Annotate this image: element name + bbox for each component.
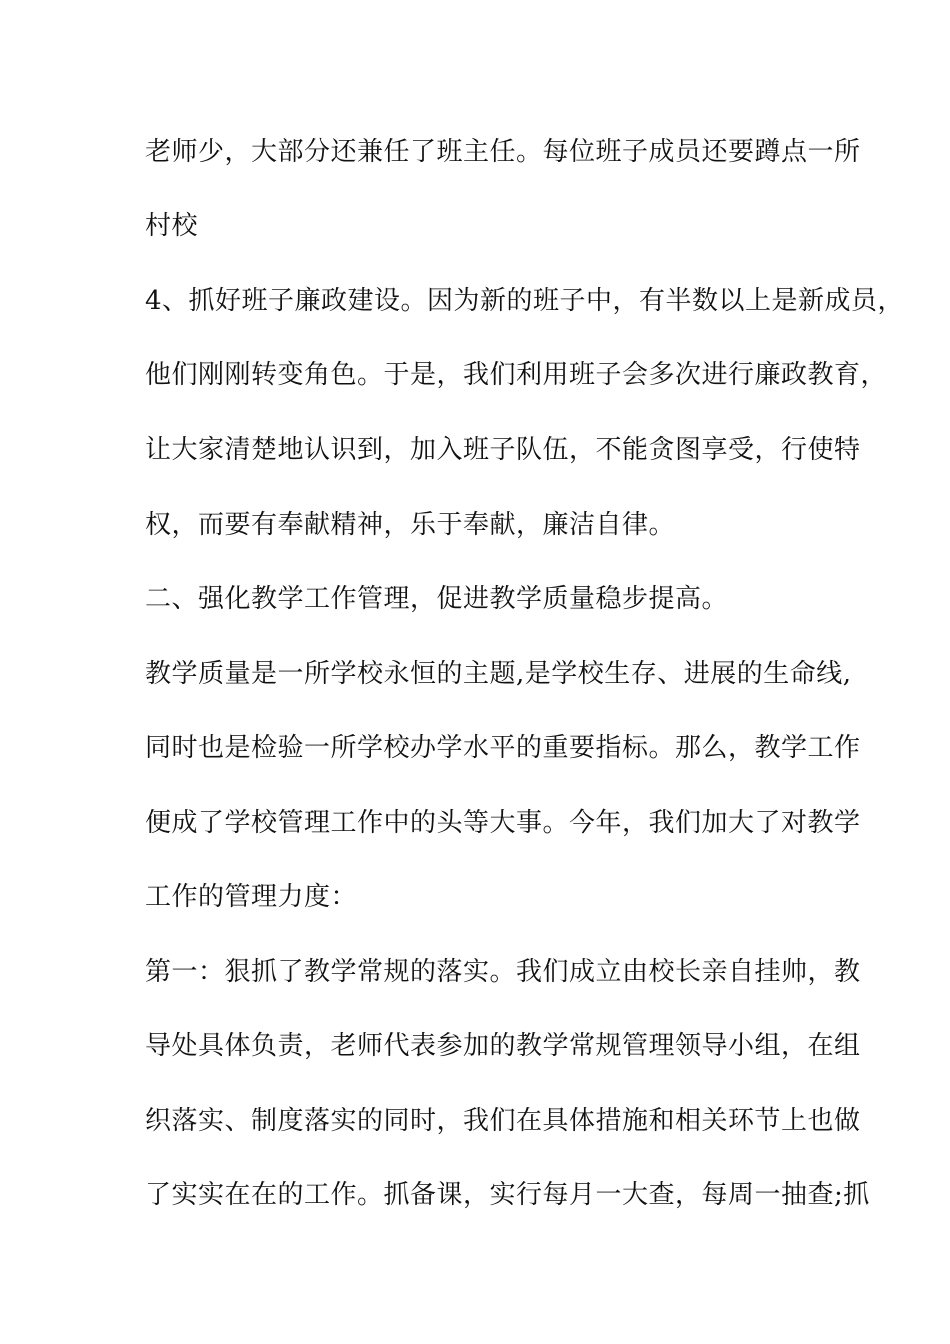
paragraph-line-1: 老师少，大部分还兼任了班主任。每位班子成员还要蹲点一所 — [145, 137, 861, 167]
paragraph-line-6: 权，而要有奉献精神，乐于奉献，廉洁自律。 — [145, 510, 676, 540]
paragraph-line-2: 村校 — [145, 211, 199, 241]
paragraph-line-10: 便成了学校管理工作中的头等大事。今年，我们加大了对教学 — [145, 808, 861, 838]
paragraph-line-15: 了实实在在的工作。抓备课，实行每月一大查，每周一抽查;抓 — [145, 1180, 870, 1210]
paragraph-line-8: 教学质量是一所学校永恒的主题,是学校生存、进展的生命线, — [145, 659, 852, 689]
paragraph-line-13: 导处具体负责，老师代表参加的教学常规管理领导小组，在组 — [145, 1031, 861, 1061]
paragraph-line-11: 工作的管理力度： — [145, 882, 358, 912]
paragraph-line-4: 他们刚刚转变角色。于是，我们利用班子会多次进行廉政教育， — [145, 360, 888, 390]
paragraph-line-9: 同时也是检验一所学校办学水平的重要指标。那么，教学工作 — [145, 733, 861, 763]
paragraph-line-5: 让大家清楚地认识到，加入班子队伍，不能贪图享受，行使特 — [145, 435, 861, 465]
paragraph-line-14: 织落实、制度落实的同时，我们在具体措施和相关环节上也做 — [145, 1106, 861, 1136]
section-heading: 二、强化教学工作管理，促进教学质量稳步提高。 — [145, 584, 729, 614]
paragraph-line-3: 4、抓好班子廉政建设。因为新的班子中，有半数以上是新成员， — [145, 286, 905, 316]
paragraph-line-12: 第一：狠抓了教学常规的落实。我们成立由校长亲自挂帅，教 — [145, 957, 861, 987]
